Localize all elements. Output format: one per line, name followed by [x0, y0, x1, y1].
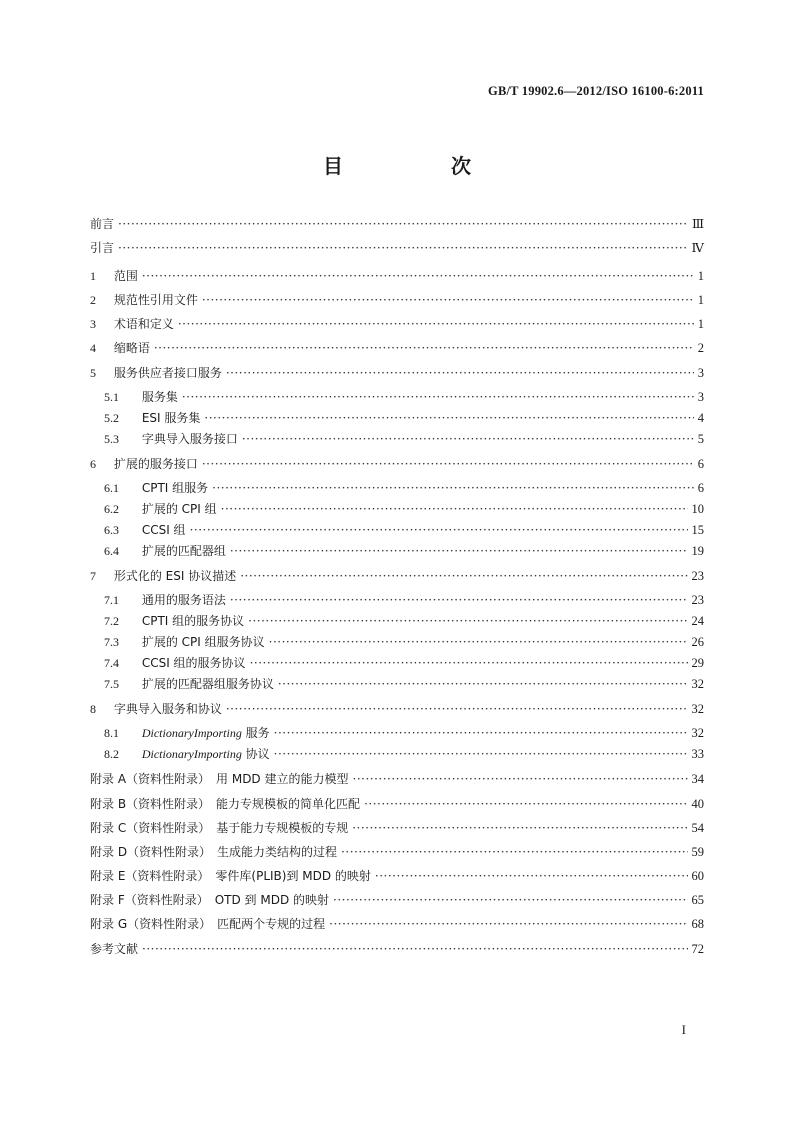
- toc-entry-label: [104, 522, 190, 538]
- toc-entry-page: 1: [697, 317, 704, 331]
- toc-entry-text: CPTI 组服务: [141, 481, 209, 495]
- toc-entry-label: [104, 613, 248, 629]
- toc-entry-label: [104, 655, 250, 671]
- toc-entry-text: 附录 G（资料性附录） 匹配两个专规的过程: [90, 917, 326, 931]
- toc-entry[interactable]: [90, 365, 704, 381]
- dot-leader: [142, 268, 694, 284]
- dot-leader: [221, 501, 688, 517]
- dot-leader: [202, 456, 694, 472]
- toc-entry[interactable]: [90, 634, 704, 650]
- toc-entry-label: [90, 916, 329, 932]
- toc-entry-page: 23: [691, 569, 704, 583]
- dot-leader: [118, 216, 688, 232]
- dot-leader: [274, 746, 688, 762]
- dot-leader: [178, 316, 694, 332]
- toc-entry-text: 字典导入服务接口: [141, 432, 238, 446]
- toc-entry-label: [104, 431, 242, 447]
- toc-entry[interactable]: [90, 543, 704, 559]
- dot-leader: [375, 868, 688, 884]
- toc-entry-number: 6.1: [104, 481, 119, 495]
- toc-entry-label: [90, 771, 353, 787]
- toc-entry[interactable]: [90, 216, 704, 232]
- dot-leader: [269, 634, 688, 650]
- dot-leader: [226, 365, 694, 381]
- dot-leader: [204, 410, 693, 426]
- dot-leader: [154, 340, 694, 356]
- toc-entry-number: 5.1: [104, 390, 119, 404]
- toc-entry-page: 23: [691, 593, 704, 607]
- dot-leader: [352, 820, 687, 836]
- toc-entry-label: [90, 568, 240, 584]
- toc-entry-text: 附录 B（资料性附录） 能力专规模板的简单化匹配: [90, 797, 361, 811]
- toc-entry-page: 32: [691, 702, 704, 716]
- toc-entry-text: 术语和定义: [113, 317, 174, 331]
- toc-entry[interactable]: [90, 701, 704, 717]
- toc-entry-text: 形式化的 ESI 协议描述: [113, 569, 237, 583]
- toc-entry-page: 1: [697, 293, 704, 307]
- toc-entry-number: 6.2: [104, 502, 119, 516]
- toc-entry-page: 1: [697, 269, 704, 283]
- toc-entry-page: 34: [691, 772, 704, 786]
- dot-leader: [278, 676, 688, 692]
- dot-leader: [118, 240, 687, 256]
- toc-entry-number: 4: [90, 341, 96, 355]
- toc-entry[interactable]: [90, 389, 704, 405]
- toc-entry-page: 24: [691, 614, 704, 628]
- toc-entry-label: [104, 543, 230, 559]
- toc-entry-text: 附录 D（资料性附录） 生成能力类结构的过程: [90, 845, 338, 859]
- toc-entry[interactable]: [90, 771, 704, 787]
- toc-entry[interactable]: [90, 941, 704, 957]
- toc-entry-text: 附录 E（资料性附录） 零件库(PLIB)到 MDD 的映射: [90, 869, 371, 883]
- toc-entry-label: [90, 365, 226, 381]
- toc-entry[interactable]: [90, 796, 704, 812]
- toc-entry-page: 29: [691, 656, 704, 670]
- toc-entry-label: [104, 746, 274, 762]
- toc-entry-page: 40: [691, 797, 704, 811]
- toc-entry-number: 8.1: [104, 726, 119, 740]
- toc-entry[interactable]: [90, 746, 704, 762]
- toc-entry-label: [90, 456, 202, 472]
- toc-entry-text: 服务供应者接口服务: [113, 366, 222, 380]
- dot-leader: [242, 431, 694, 447]
- toc-entry-text: 附录 C（资料性附录） 基于能力专规模板的专规: [90, 821, 349, 835]
- dot-leader: [226, 701, 688, 717]
- toc-entry[interactable]: [90, 868, 704, 884]
- toc-entry-text: 规范性引用文件: [113, 293, 198, 307]
- toc-entry-text: CPTI 组的服务协议: [141, 614, 245, 628]
- dot-leader: [230, 543, 688, 559]
- toc-entry[interactable]: [90, 456, 704, 472]
- toc-entry-label: [90, 340, 154, 356]
- toc-entry-label: [90, 240, 118, 256]
- toc-entry-text: CCSI 组: [141, 523, 186, 537]
- dot-leader: [364, 796, 687, 812]
- dot-leader: [250, 655, 688, 671]
- toc-entry-text: 扩展的 CPI 组服务协议: [141, 635, 265, 649]
- dot-leader: [190, 522, 688, 538]
- toc-entry-text: 扩展的匹配器组: [141, 544, 226, 558]
- toc-entry-text: 通用的服务语法: [141, 593, 226, 607]
- dot-leader: [202, 292, 694, 308]
- page-title: 目 次: [323, 154, 515, 178]
- toc-entry-label: [104, 676, 278, 692]
- toc-entry-label: [90, 820, 352, 836]
- toc-entry-label: [90, 216, 118, 232]
- toc-entry-number: 7.1: [104, 593, 119, 607]
- toc-entry-page: 3: [697, 366, 704, 380]
- toc-entry-number: 2: [90, 293, 96, 307]
- toc-entry[interactable]: [90, 410, 704, 426]
- toc-entry[interactable]: [90, 892, 704, 908]
- toc-entry-label: [104, 480, 212, 496]
- toc-entry-label: [90, 701, 226, 717]
- toc-entry-number: 7: [90, 569, 96, 583]
- toc-entry-text: 引言: [90, 241, 115, 255]
- toc-entry-number: 8: [90, 702, 96, 716]
- toc-entry-page: 2: [697, 341, 704, 355]
- toc-entry-label: [90, 268, 142, 284]
- toc-entry-page: 19: [691, 544, 704, 558]
- toc-entry-text: CCSI 组的服务协议: [141, 656, 246, 670]
- toc-entry-text: ESI 服务集: [141, 411, 201, 425]
- toc-entry-label: [90, 796, 364, 812]
- toc-entry-label: [104, 592, 230, 608]
- toc-entry-number: 5: [90, 366, 96, 380]
- toc-entry-label: [90, 868, 375, 884]
- dot-leader: [212, 480, 694, 496]
- dot-leader: [341, 844, 687, 860]
- toc-entry[interactable]: [90, 431, 704, 447]
- toc-entry-number: 6.3: [104, 523, 119, 537]
- toc-entry-page: 3: [697, 390, 704, 404]
- toc-entry-label: [90, 292, 202, 308]
- toc-entry-number: 7.5: [104, 677, 119, 691]
- toc-entry[interactable]: [90, 340, 704, 356]
- toc-entry[interactable]: [90, 316, 704, 332]
- dot-leader: [353, 771, 688, 787]
- toc-entry-number: 3: [90, 317, 96, 331]
- toc-entry-number: 5.3: [104, 432, 119, 446]
- toc-entry-page: 59: [691, 845, 704, 859]
- dot-leader: [142, 941, 687, 957]
- toc-entry-number: 7.2: [104, 614, 119, 628]
- standard-code: GB/T 19902.6—2012/ISO 16100-6:2011: [488, 84, 704, 98]
- toc-entry-text: 扩展的服务接口: [113, 457, 198, 471]
- toc-entry[interactable]: [90, 916, 704, 932]
- toc-entry-italic-term: DictionaryImporting: [141, 747, 242, 761]
- toc-entry-text: 服务集: [141, 390, 178, 404]
- toc-entry-page: 4: [697, 411, 704, 425]
- toc-entry[interactable]: [90, 592, 704, 608]
- toc-entry-label: [104, 634, 269, 650]
- toc-entry[interactable]: [90, 268, 704, 284]
- toc-entry-text: 字典导入服务和协议: [113, 702, 222, 716]
- toc-entry-page: 33: [691, 747, 704, 761]
- dot-leader: [240, 568, 687, 584]
- toc-entry[interactable]: [90, 725, 704, 741]
- toc-entry-text: 前言: [90, 217, 115, 231]
- toc-entry-italic-term: DictionaryImporting: [141, 726, 242, 740]
- toc-entry-text: 扩展的 CPI 组: [141, 502, 217, 516]
- toc-entry-text: 范围: [113, 269, 138, 283]
- toc-entry[interactable]: [90, 844, 704, 860]
- toc-entry-label: [104, 389, 182, 405]
- toc-entry-text: 参考文献: [90, 942, 139, 956]
- dot-leader: [333, 892, 687, 908]
- toc-entry-text: 缩略语: [113, 341, 150, 355]
- toc-entry[interactable]: [90, 820, 704, 836]
- toc-entry-text: 附录 F（资料性附录） OTD 到 MDD 的映射: [90, 893, 330, 907]
- toc-entry-label: [104, 725, 274, 741]
- toc-entry-page: 60: [691, 869, 704, 883]
- dot-leader: [248, 613, 687, 629]
- dot-leader: [329, 916, 687, 932]
- toc-entry-text: 协议: [241, 747, 270, 761]
- toc-entry-number: 6.4: [104, 544, 119, 558]
- toc-entry-page: 6: [697, 481, 704, 495]
- toc-entry-page: 10: [691, 502, 704, 516]
- toc-entry-label: [104, 410, 204, 426]
- toc-entry-page: 68: [691, 917, 704, 931]
- toc-entry-number: 8.2: [104, 747, 119, 761]
- dot-leader: [182, 389, 694, 405]
- toc-entry-page: 15: [691, 523, 704, 537]
- toc-entry[interactable]: [90, 480, 704, 496]
- toc-entry[interactable]: [90, 655, 704, 671]
- toc-entry[interactable]: [90, 676, 704, 692]
- toc-entry-page: 5: [697, 432, 704, 446]
- toc-entry[interactable]: [90, 292, 704, 308]
- page-number: I: [681, 1022, 686, 1037]
- toc-entry-text: 附录 A（资料性附录） 用 MDD 建立的能力模型: [90, 772, 349, 786]
- toc-entry-number: 1: [90, 269, 96, 283]
- toc-entry[interactable]: [90, 501, 704, 517]
- dot-leader: [274, 725, 688, 741]
- toc-entry-number: 5.2: [104, 411, 119, 425]
- toc-entry-page: 65: [691, 893, 704, 907]
- toc-entry-label: [90, 844, 341, 860]
- toc-entry-label: [104, 501, 221, 517]
- toc-entry-number: 6: [90, 457, 96, 471]
- toc-entry-label: [90, 892, 333, 908]
- toc-entry[interactable]: [90, 240, 704, 256]
- toc-entry-page: Ⅲ: [691, 217, 704, 231]
- toc-entry-label: [90, 941, 142, 957]
- toc-entry-page: 72: [691, 942, 704, 956]
- dot-leader: [230, 592, 688, 608]
- toc-entry[interactable]: [90, 613, 704, 629]
- toc-entry-page: 54: [691, 821, 704, 835]
- toc-entry[interactable]: [90, 568, 704, 584]
- toc-entry-text: 扩展的匹配器组服务协议: [141, 677, 274, 691]
- toc-entry-page: 32: [691, 677, 704, 691]
- toc-entry-page: 32: [691, 726, 704, 740]
- toc-entry-number: 7.3: [104, 635, 119, 649]
- toc-entry-page: 26: [691, 635, 704, 649]
- toc-entry-label: [90, 316, 178, 332]
- toc-entry-text: 服务: [241, 726, 270, 740]
- toc-entry[interactable]: [90, 522, 704, 538]
- toc-entry-page: Ⅳ: [691, 241, 704, 255]
- toc-entry-number: 7.4: [104, 656, 119, 670]
- toc-entry-page: 6: [697, 457, 704, 471]
